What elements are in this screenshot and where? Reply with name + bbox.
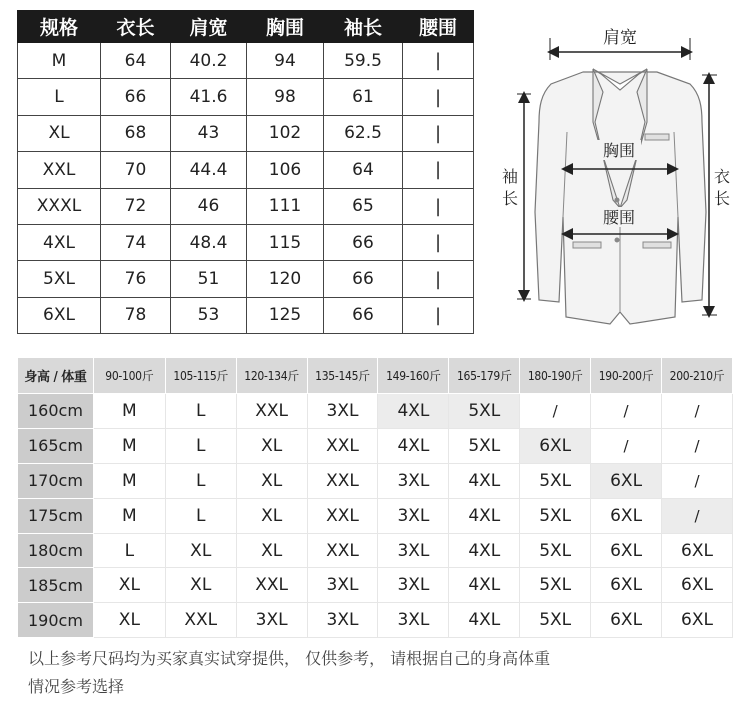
recommended-size: /	[662, 463, 733, 498]
height-label: 165cm	[18, 428, 94, 463]
cell-chest: 115	[247, 224, 324, 260]
cell-shoulder: 46	[171, 188, 247, 224]
sleeve-measure	[500, 94, 531, 299]
height-label: 175cm	[18, 498, 94, 533]
jacket-diagram	[495, 12, 730, 332]
cell-length: 68	[101, 115, 171, 151]
fit-note	[28, 645, 728, 701]
size-row	[18, 152, 474, 188]
recommended-size: XL	[236, 463, 307, 498]
recommended-size: 3XL	[378, 603, 449, 638]
recommended-size: 3XL	[307, 394, 378, 429]
recommended-size: XL	[236, 498, 307, 533]
recommended-size: 5XL	[520, 568, 591, 603]
recommended-size: 4XL	[449, 533, 520, 568]
cell-length: 78	[101, 297, 171, 333]
cell-waist: |	[403, 261, 474, 297]
recommended-size: 5XL	[520, 533, 591, 568]
recommended-size: 6XL	[662, 603, 733, 638]
recommended-size: XXL	[307, 498, 378, 533]
recommended-size: 6XL	[591, 498, 662, 533]
cell-waist: |	[403, 297, 474, 333]
recommended-size: /	[591, 428, 662, 463]
cell-sleeve: 66	[324, 224, 403, 260]
height-label: 160cm	[18, 394, 94, 429]
cell-chest: 102	[247, 115, 324, 151]
recommended-size: XL	[93, 603, 165, 638]
weight-header: 120-134斤	[236, 358, 307, 394]
height-label: 190cm	[18, 603, 94, 638]
cell-waist: |	[403, 115, 474, 151]
recommended-size: 3XL	[378, 533, 449, 568]
recommended-size: 6XL	[591, 533, 662, 568]
cell-waist: |	[403, 152, 474, 188]
length-label-1: 衣	[713, 167, 730, 186]
cell-sleeve: 64	[324, 152, 403, 188]
recommend-row	[18, 463, 733, 498]
recommended-size: XL	[236, 428, 307, 463]
cell-chest: 120	[247, 261, 324, 297]
cell-waist: |	[403, 79, 474, 115]
cell-size: 6XL	[18, 297, 101, 333]
recommended-size: 6XL	[591, 463, 662, 498]
weight-header: 90-100斤	[93, 358, 165, 394]
cell-length: 74	[101, 224, 171, 260]
size-recommend-table	[17, 357, 733, 638]
recommended-size: XXL	[236, 394, 307, 429]
cell-size: L	[18, 79, 101, 115]
height-label: 180cm	[18, 533, 94, 568]
cell-sleeve: 66	[324, 297, 403, 333]
cell-shoulder: 41.6	[171, 79, 247, 115]
corner-label: 身高 / 体重	[18, 358, 94, 394]
recommended-size: 4XL	[378, 394, 449, 429]
weight-header: 135-145斤	[307, 358, 378, 394]
cell-shoulder: 48.4	[171, 224, 247, 260]
cell-size: XXL	[18, 152, 101, 188]
recommended-size: 5XL	[449, 428, 520, 463]
header-length: 衣长	[101, 11, 171, 43]
weight-header: 165-179斤	[449, 358, 520, 394]
header-waist: 腰围	[403, 11, 474, 43]
chest-label: 胸围	[602, 141, 636, 160]
cell-sleeve: 59.5	[324, 43, 403, 79]
cell-shoulder: 43	[171, 115, 247, 151]
recommended-size: /	[662, 394, 733, 429]
recommended-size: 3XL	[307, 568, 378, 603]
weight-header: 190-200斤	[591, 358, 662, 394]
cell-chest: 125	[247, 297, 324, 333]
shoulder-measure	[550, 28, 690, 60]
cell-chest: 98	[247, 79, 324, 115]
cell-sleeve: 66	[324, 261, 403, 297]
recommended-size: L	[165, 428, 236, 463]
recommended-size: 3XL	[378, 498, 449, 533]
recommended-size: 3XL	[378, 568, 449, 603]
cell-waist: |	[403, 224, 474, 260]
recommended-size: 6XL	[662, 568, 733, 603]
cell-waist: |	[403, 43, 474, 79]
cell-chest: 94	[247, 43, 324, 79]
size-row	[18, 224, 474, 260]
recommended-size: XXL	[307, 428, 378, 463]
cell-shoulder: 40.2	[171, 43, 247, 79]
recommended-size: 5XL	[520, 463, 591, 498]
cell-chest: 111	[247, 188, 324, 224]
recommended-size: 6XL	[520, 428, 591, 463]
cell-size: 4XL	[18, 224, 101, 260]
cell-size: XL	[18, 115, 101, 151]
cell-shoulder: 44.4	[171, 152, 247, 188]
cell-length: 70	[101, 152, 171, 188]
size-table	[17, 10, 474, 334]
header-sleeve: 袖长	[324, 11, 403, 43]
cell-length: 64	[101, 43, 171, 79]
fit-note-line-2: 情况参考选择	[28, 677, 125, 696]
cell-shoulder: 53	[171, 297, 247, 333]
height-label: 185cm	[18, 568, 94, 603]
cell-size: M	[18, 43, 101, 79]
cell-size: XXXL	[18, 188, 101, 224]
size-row	[18, 115, 474, 151]
recommend-row	[18, 498, 733, 533]
recommended-size: M	[93, 463, 165, 498]
size-row	[18, 261, 474, 297]
recommended-size: XXL	[307, 463, 378, 498]
recommended-size: 6XL	[662, 533, 733, 568]
recommend-row	[18, 428, 733, 463]
recommended-size: XXL	[307, 533, 378, 568]
recommend-row	[18, 533, 733, 568]
size-row	[18, 297, 474, 333]
weight-header: 105-115斤	[165, 358, 236, 394]
waist-label: 腰围	[602, 208, 636, 227]
recommended-size: XL	[165, 533, 236, 568]
recommend-row	[18, 394, 733, 429]
header-chest: 胸围	[247, 11, 324, 43]
recommended-size: /	[662, 498, 733, 533]
recommended-size: L	[165, 463, 236, 498]
length-measure	[702, 75, 730, 315]
length-label-2: 长	[713, 189, 730, 208]
recommended-size: 6XL	[591, 603, 662, 638]
size-row	[18, 43, 474, 79]
recommended-size: 5XL	[449, 394, 520, 429]
recommended-size: XL	[165, 568, 236, 603]
recommend-row	[18, 568, 733, 603]
recommended-size: XXL	[165, 603, 236, 638]
recommended-size: XL	[236, 533, 307, 568]
recommended-size: 4XL	[449, 603, 520, 638]
cell-sleeve: 62.5	[324, 115, 403, 151]
recommended-size: /	[662, 428, 733, 463]
recommended-size: M	[93, 394, 165, 429]
recommended-size: M	[93, 428, 165, 463]
recommended-size: /	[591, 394, 662, 429]
fit-note-line-1: 以上参考尺码均为买家真实试穿提供， 仅供参考， 请根据自己的身高体重	[28, 649, 551, 668]
height-label: 170cm	[18, 463, 94, 498]
recommend-header	[18, 358, 733, 394]
recommend-body	[18, 394, 733, 638]
shoulder-label: 肩宽	[603, 28, 637, 48]
cell-sleeve: 65	[324, 188, 403, 224]
recommended-size: L	[93, 533, 165, 568]
cell-length: 76	[101, 261, 171, 297]
cell-waist: |	[403, 188, 474, 224]
recommended-size: 4XL	[449, 498, 520, 533]
cell-sleeve: 61	[324, 79, 403, 115]
weight-header: 149-160斤	[378, 358, 449, 394]
recommended-size: 6XL	[591, 568, 662, 603]
recommended-size: XL	[93, 568, 165, 603]
recommended-size: 4XL	[449, 463, 520, 498]
recommended-size: 5XL	[520, 603, 591, 638]
recommended-size: 3XL	[236, 603, 307, 638]
cell-shoulder: 51	[171, 261, 247, 297]
recommended-size: 3XL	[378, 463, 449, 498]
cell-length: 72	[101, 188, 171, 224]
size-table-header	[18, 11, 474, 43]
recommended-size: /	[520, 394, 591, 429]
sleeve-label-2: 长	[501, 189, 519, 208]
header-size: 规格	[18, 11, 101, 43]
size-row	[18, 79, 474, 115]
size-table-body	[18, 43, 474, 334]
sleeve-label-1: 袖	[501, 167, 519, 186]
cell-length: 66	[101, 79, 171, 115]
weight-header: 180-190斤	[520, 358, 591, 394]
cell-chest: 106	[247, 152, 324, 188]
cell-size: 5XL	[18, 261, 101, 297]
recommended-size: XXL	[236, 568, 307, 603]
recommended-size: L	[165, 394, 236, 429]
recommend-row	[18, 603, 733, 638]
header-shoulder: 肩宽	[171, 11, 247, 43]
weight-header: 200-210斤	[662, 358, 733, 394]
size-row	[18, 188, 474, 224]
recommended-size: 3XL	[307, 603, 378, 638]
recommended-size: 5XL	[520, 498, 591, 533]
recommended-size: 4XL	[449, 568, 520, 603]
recommended-size: L	[165, 498, 236, 533]
recommended-size: 4XL	[378, 428, 449, 463]
recommended-size: M	[93, 498, 165, 533]
